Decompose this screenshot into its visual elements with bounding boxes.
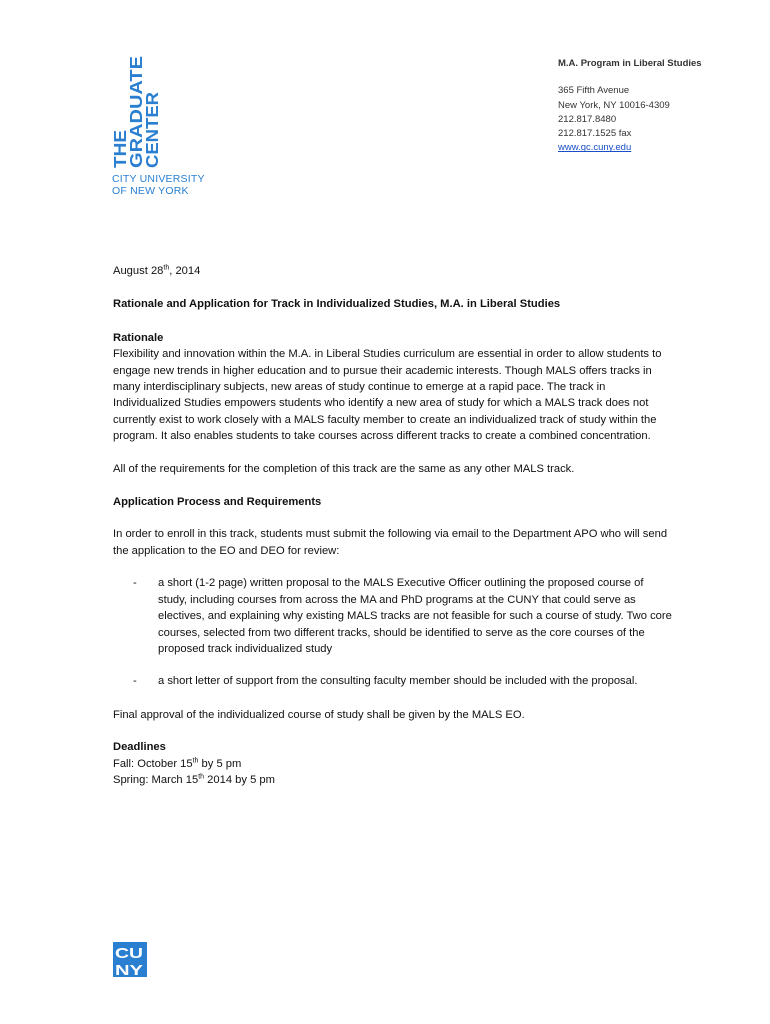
final-approval: Final approval of the individualized course of study shall be given by the MALS EO.: [113, 708, 525, 721]
website-link[interactable]: www.gc.cuny.edu: [558, 142, 632, 154]
logo-sub-line2: OF NEW YORK: [112, 185, 189, 197]
logo-line-center: CENTER: [142, 96, 162, 168]
application-heading: Application Process and Requirements: [113, 496, 322, 509]
list-item: - a short letter of support from the consulting faculty member should be included with the proposal.: [113, 673, 673, 689]
list-item: - a short (1-2 page) written proposal to the MALS Executive Officer outlining the proposed course of study, including courses from across the MA and PhD programs at the CUNY that could serve as electives, and explaining why existing MALS tracks are not feasible for such a course of study. Two core courses, selected from two different tracks, should be identified to serve as the core courses of the proposed track individualized study: [133, 577, 672, 655]
requirements-note: All of the requirements for the completion of this track are the same as any other MALS track.: [113, 462, 575, 475]
logo-sub-line1: CITY UNIVERSITY: [112, 173, 205, 185]
contact-block: [558, 57, 702, 156]
graduate-center-logo: [110, 56, 205, 201]
graduate-center-wordmark: [110, 56, 162, 168]
deadlines-heading: Deadlines: [113, 741, 166, 754]
fax: 212.817.1525 fax: [558, 128, 632, 140]
application-intro: In order to enroll in this track, students must submit the following via email to the Department APO who will send the application to the EO and DEO for review:: [113, 528, 668, 557]
address-line1: 365 Fifth Avenue: [558, 85, 630, 97]
deadline-spring: Spring: March 15th 2014 by 5 pm: [113, 773, 275, 786]
cuny-line1: CU: [115, 945, 143, 962]
rationale-heading: Rationale: [113, 331, 164, 344]
logo-line-graduate: GRADUATE: [126, 70, 146, 168]
rationale-text: Flexibility and innovation within the M.A. in Liberal Studies curriculum are essential in order to allow students to engage new trends in higher education and to pursue their academic interests. Though MALS offers tracks in many interdisciplinary subjects, new areas of study continue to emerge at a rapid pace. The track in Individualized Studies empowers students who identify a new area of study for which a MALS track does not currently exist to work closely with a MALS faculty member to create an individualized track of study within the program. It also enables students to take courses across different tracks to create a combined concentration.: [113, 348, 662, 443]
cuny-logo: [113, 942, 147, 977]
program-name: M.A. Program in Liberal Studies: [558, 58, 702, 69]
list-dash: -: [133, 577, 137, 590]
letter-title: Rationale and Application for Track in Individualized Studies, M.A. in Liberal Studies: [113, 298, 561, 311]
phone: 212.817.8480: [558, 113, 617, 125]
letter-body: [113, 263, 673, 788]
logo-line-the: THE: [110, 133, 130, 168]
cuny-line2: NY: [115, 962, 143, 979]
deadline-fall: Fall: October 15th by 5 pm: [113, 756, 242, 770]
logo-subtitle: [112, 173, 205, 197]
letter-date: August 28th, 2014: [113, 264, 201, 277]
address-line2: New York, NY 10016-4309: [558, 99, 670, 111]
list-dash: -: [133, 675, 137, 688]
